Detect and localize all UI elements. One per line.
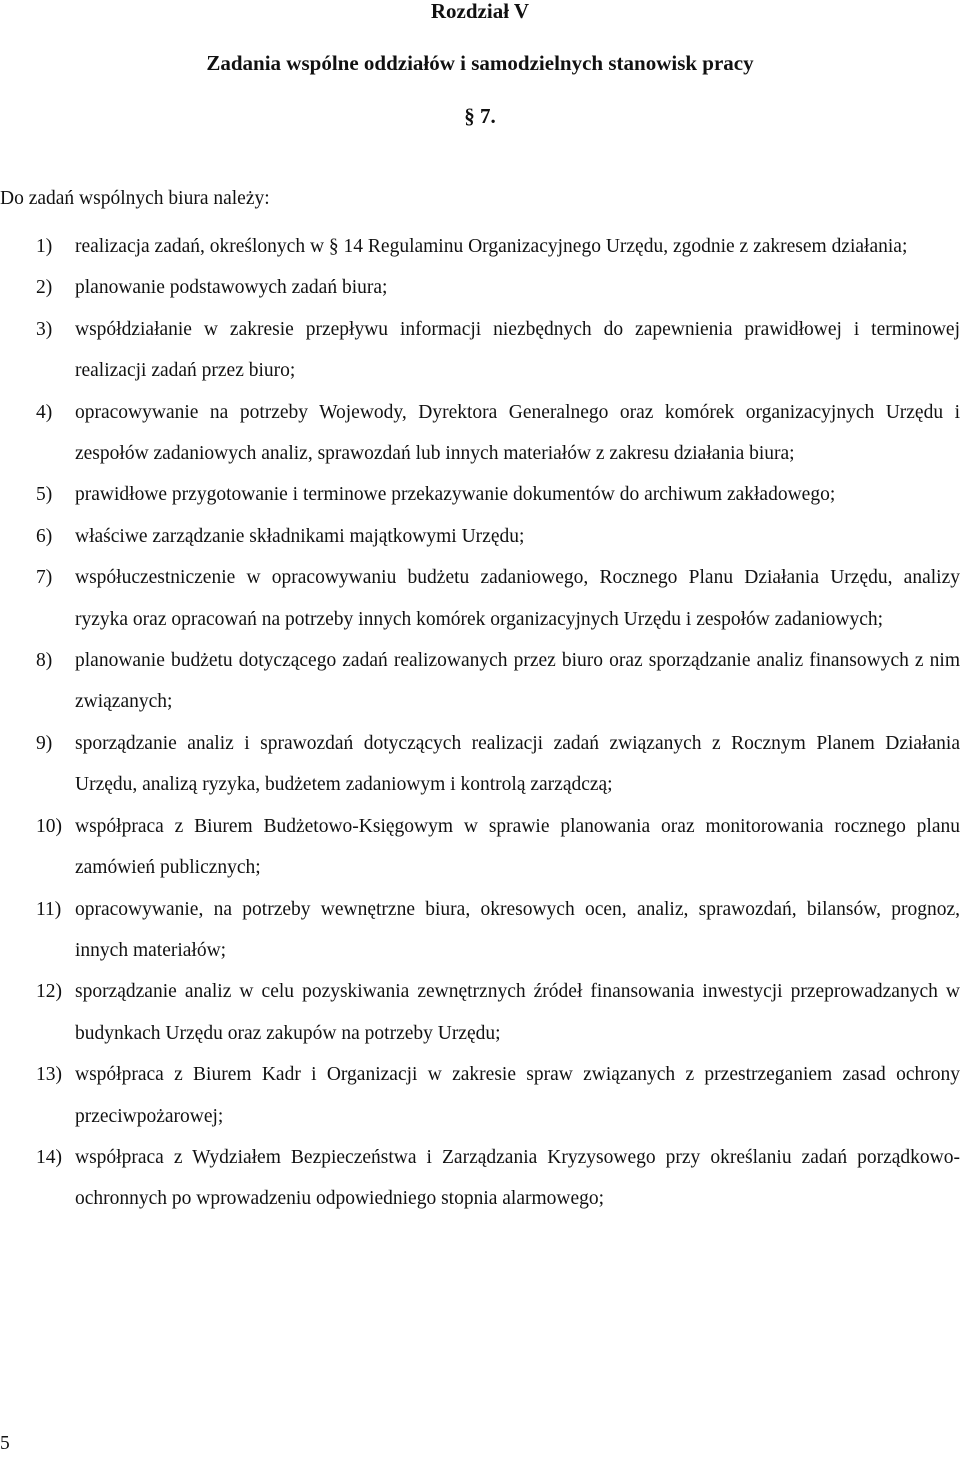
task-number: 14) — [36, 1146, 62, 1168]
task-number: 9) — [36, 732, 53, 754]
task-item-2 — [0, 267, 960, 308]
task-text: prawidłowe przygotowanie i terminowe przekazywanie dokumentów do archiwum zakładowego; — [75, 484, 836, 506]
task-number: 10) — [36, 815, 62, 837]
task-number: 1) — [36, 236, 53, 257]
task-number: 5) — [36, 484, 53, 506]
task-number: 11) — [36, 898, 62, 920]
task-item-9 — [0, 723, 960, 806]
task-number: 2) — [36, 277, 53, 299]
task-item-14 — [0, 1137, 960, 1220]
task-item-7 — [0, 557, 960, 640]
task-text: sporządzanie analiz w celu pozyskiwania zewnętrznych źródeł finansowania inwestycji przeprowadzanych w budynkach Urzędu oraz zakupów na potrzeby Urzędu; — [75, 981, 960, 1044]
task-number: 6) — [36, 525, 53, 547]
task-item-4 — [0, 392, 960, 475]
task-text: właściwe zarządzanie składnikami majątkowymi Urzędu; — [75, 525, 525, 547]
page-number: 5 — [0, 1433, 10, 1454]
chapter-title: Rozdział V — [430, 0, 530, 23]
task-text: współpraca z Biurem Kadr i Organizacji w zakresie spraw związanych z przestrzeganiem zasad ochrony przeciwpożarowej; — [75, 1064, 960, 1127]
task-text: sporządzanie analiz i sprawozdań dotyczących realizacji zadań związanych z Rocznym Planem Działania Urzędu, analizą ryzyka, budżetem zadaniowym i kontrolą zarządczą; — [75, 732, 960, 796]
task-item-6 — [0, 516, 960, 557]
task-text: współpraca z Biurem Budżetowo-Księgowym w sprawie planowania oraz monitorowania rocznego planu zamówień publicznych; — [75, 815, 960, 879]
task-item-8 — [0, 640, 960, 723]
task-number: 3) — [36, 318, 53, 340]
task-number: 8) — [36, 650, 53, 672]
task-item-11 — [0, 889, 960, 972]
paragraph-number: § 7. — [464, 104, 496, 128]
task-item-12 — [0, 971, 960, 1054]
task-text: współuczestniczenie w opracowywaniu budżetu zadaniowego, Rocznego Planu Działania Urzędu, analizy ryzyka oraz opracowań na potrzeby innych komórek organizacyjnych Urzędu i zespołów zadaniowych; — [75, 567, 960, 630]
task-text: planowanie podstawowych zadań biura; — [75, 277, 388, 299]
task-number: 7) — [36, 567, 53, 589]
task-number: 13) — [36, 1064, 62, 1086]
task-text: opracowywanie na potrzeby Wojewody, Dyrektora Generalnego oraz komórek organizacyjnych Urzędu i zespołów zadaniowych analiz, sprawozdań lub innych materiałów z zakresu działania biura; — [75, 401, 960, 465]
task-item-10 — [0, 806, 960, 889]
section-title: Zadania wspólne oddziałów i samodzielnych stanowisk pracy — [206, 51, 754, 75]
task-text: planowanie budżetu dotyczącego zadań realizowanych przez biuro oraz sporządzanie analiz finansowych z nim związanych; — [75, 650, 960, 713]
task-item-13 — [0, 1054, 960, 1137]
task-text: realizacja zadań, określonych w § 14 Regulaminu Organizacyjnego Urzędu, zgodnie z zakresem działania; — [75, 236, 908, 257]
task-text: opracowywanie, na potrzeby wewnętrzne biura, okresowych ocen, analiz, sprawozdań, bilansów, prognoz, innych materiałów; — [75, 898, 960, 961]
task-item-5 — [0, 474, 960, 515]
intro-text: Do zadań wspólnych biura należy: — [0, 188, 270, 209]
task-text: współpraca z Wydziałem Bezpieczeństwa i Zarządzania Kryzysowego przy określaniu zadań porządkowo-ochronnych po wprowadzeniu odpowiedniego stopnia alarmowego; — [75, 1146, 960, 1210]
task-text: współdziałanie w zakresie przepływu informacji niezbędnych do zapewnienia prawidłowej i terminowej realizacji zadań przez biuro; — [75, 318, 960, 382]
task-list — [0, 226, 960, 1220]
task-item-1 — [0, 226, 960, 267]
task-item-3 — [0, 309, 960, 392]
task-number: 4) — [36, 401, 53, 423]
task-number: 12) — [36, 981, 62, 1003]
